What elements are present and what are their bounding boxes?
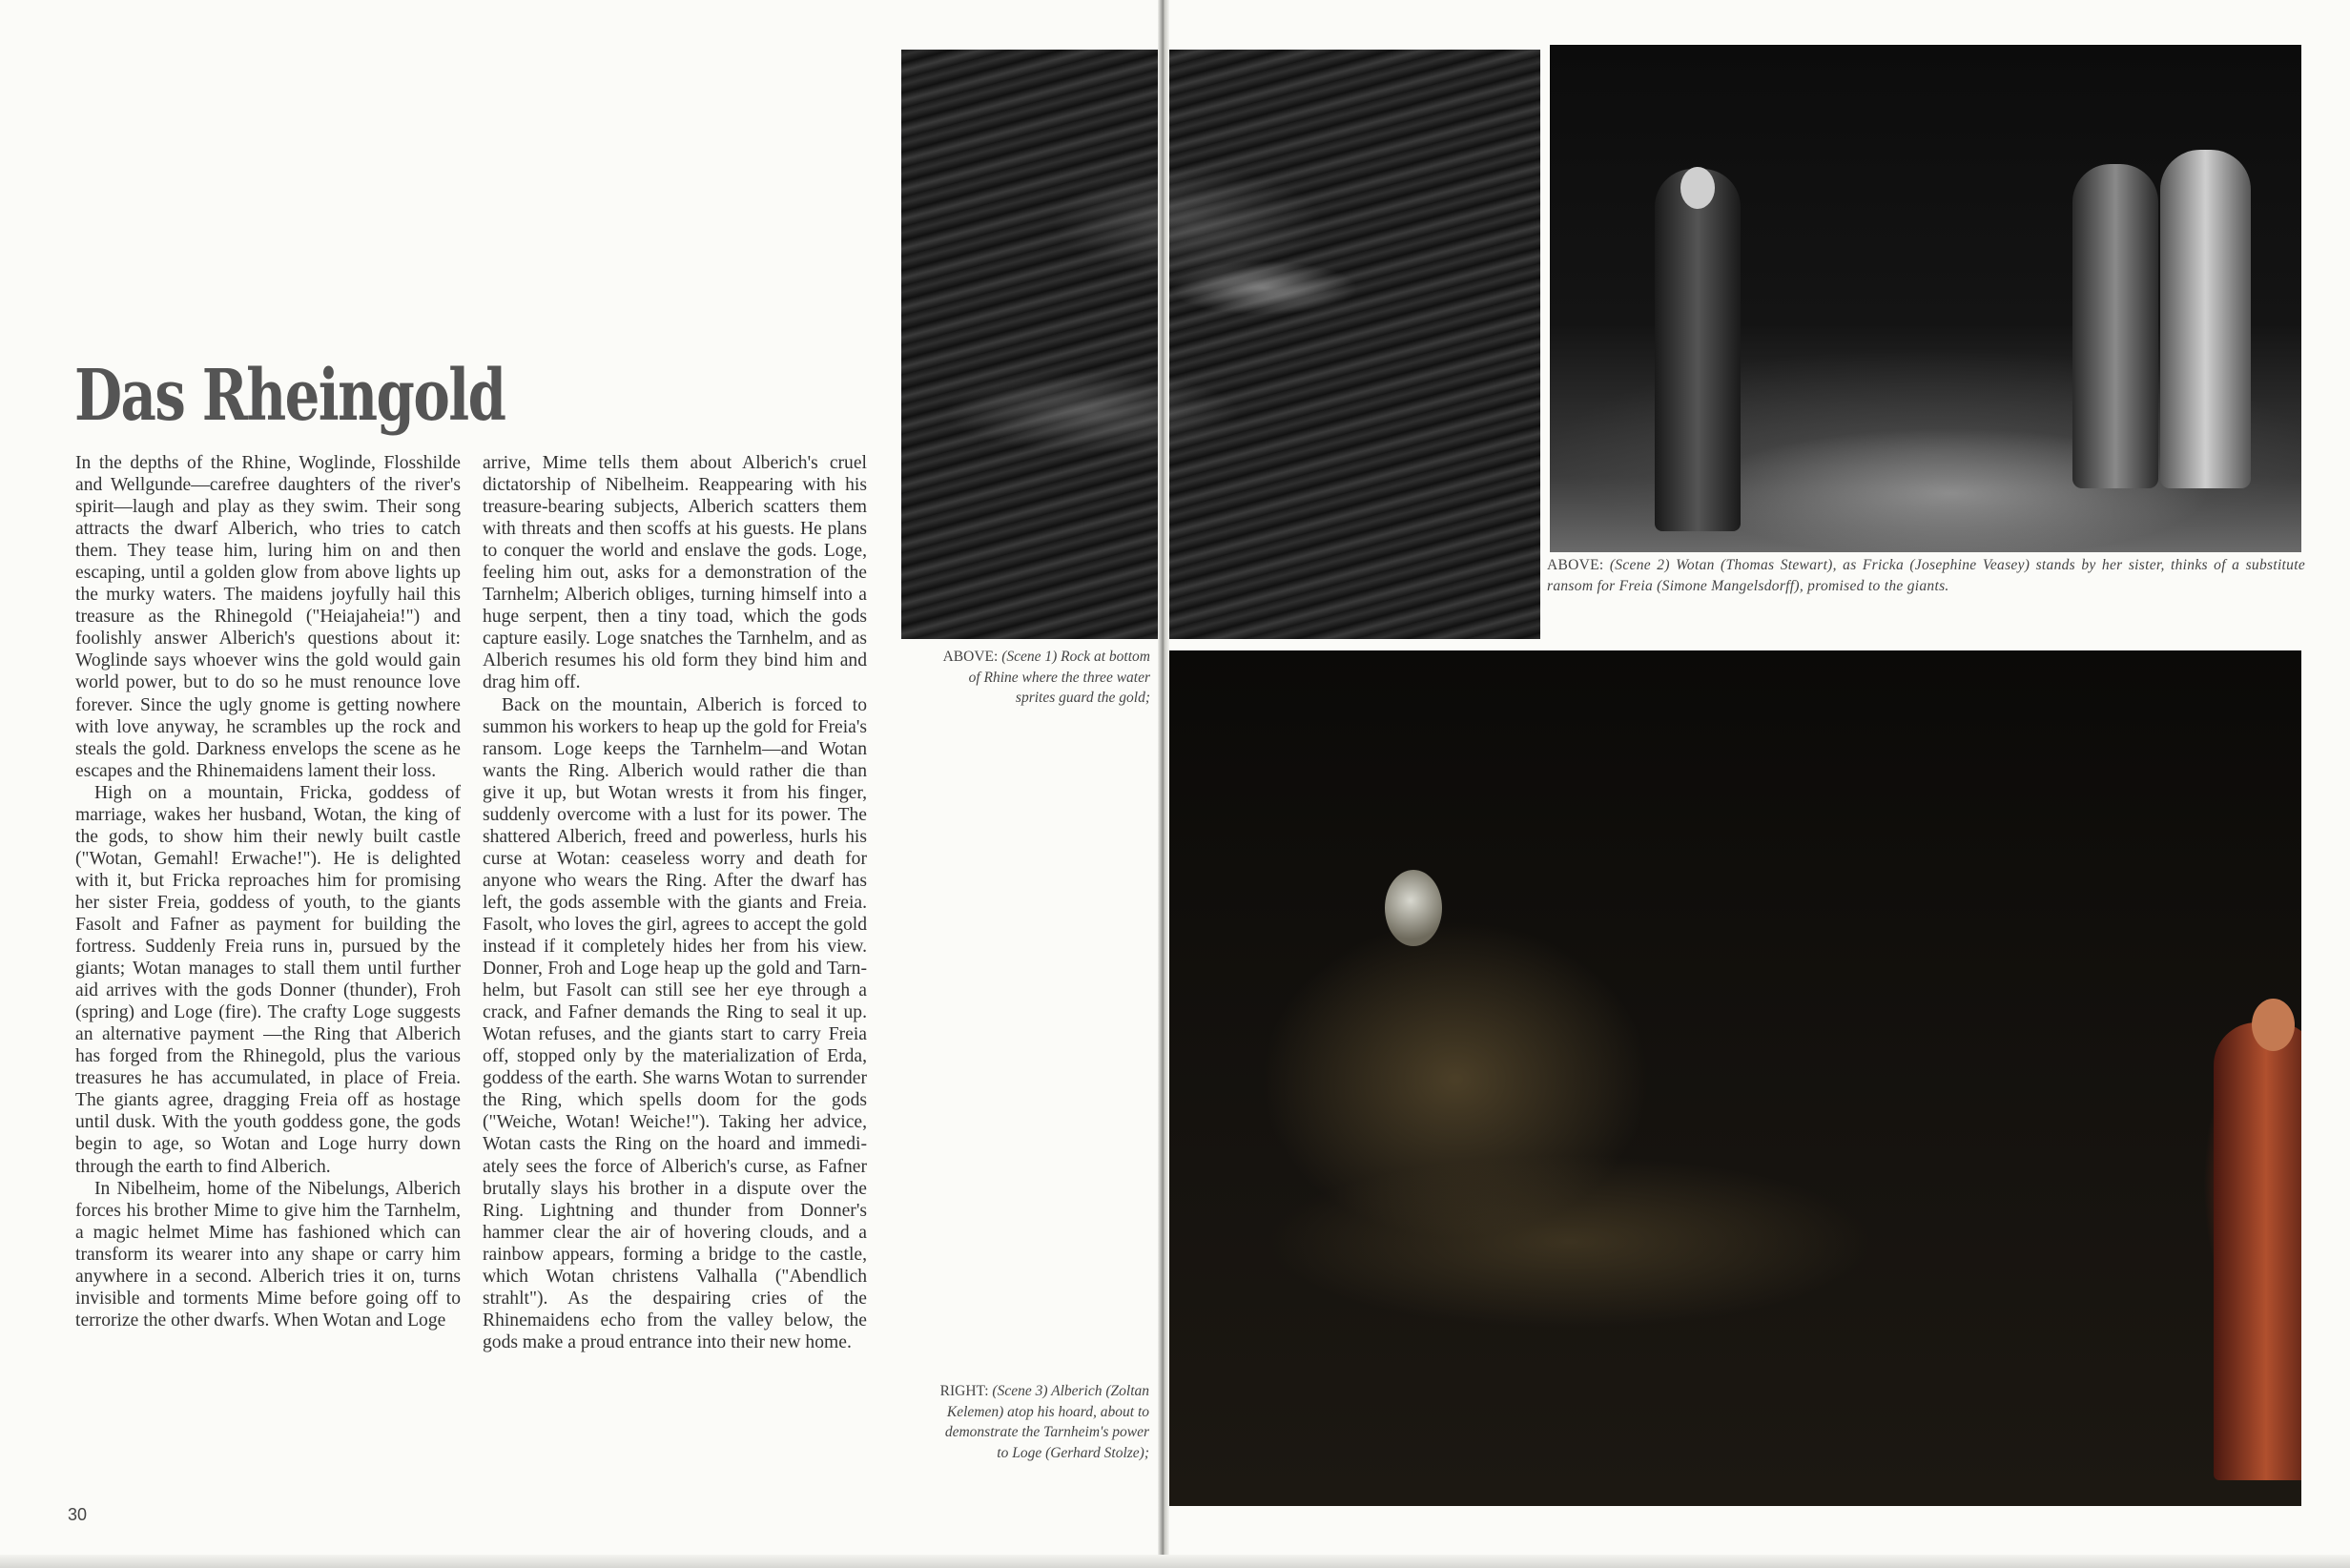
figure-wotan bbox=[1655, 169, 1741, 531]
figure-fricka bbox=[2072, 164, 2158, 488]
paragraph: arrive, Mime tells them about Alberich's cruel dictatorship of Nibelheim. Reappearing with his treasure-bearing subjects, Alberich scatters them with threats and then scoffs at his guests. He plans to conquer the world and enslave the gods. Loge, feeling him out, asks for a demonstration of the Tarnhelm; Alberich obliges, turning himself into a huge serpent, then a tiny toad, which the gods capture easily. Loge snatches the Tarnhelm, and as Alberich resumes his old form they bind him and drag him off. bbox=[483, 453, 867, 693]
paragraph: In the depths of the Rhine, Woglinde, Flosshilde and Wellgunde—carefree daughters of the river's spirit—laugh and play as they swim. Their song attracts the dwarf Alberich, who tries to catch them. They tease him, luring him on and then escaping, until a golden glow from above lights up the murky waters. The maidens joyfully hail this treasure as the Rhinegold ("Heiajaheia!") and foolishly answer Alberich's questions about it: Woglinde says whoever wins the gold would gain world power, but to do so he must renounce love forever. Since the ugly gnome is getting nowhere with love anyway, he scrambles up the rock and steals the gold. Darkness envelops the scene as he escapes and the Rhinemaidens lament their loss. bbox=[75, 453, 461, 781]
binding-gutter bbox=[1158, 0, 1169, 1568]
caption-text: (Scene 2) Wotan (Thomas Stewart), as Fricka (Josephine Veasey) stands by her sister, thinks of a substitute ransom for Freia (Simone Mangelsdorff), promised to the giants. bbox=[1547, 557, 2305, 594]
text-column-2 bbox=[483, 452, 867, 1353]
figure-loge-head bbox=[2252, 999, 2295, 1051]
page-number: 30 bbox=[68, 1505, 88, 1524]
caption-text: (Scene 1) Rock at bottom of Rhine where the three water sprites guard the gold; bbox=[968, 649, 1150, 706]
text-column-1 bbox=[75, 452, 461, 1331]
figure-freia bbox=[2160, 150, 2251, 488]
caption-scene-2 bbox=[1547, 555, 2305, 596]
figure-loge bbox=[2214, 1022, 2301, 1480]
page-bottom-edge bbox=[0, 1555, 2350, 1568]
photo-scene-2-wotan-fricka-freia bbox=[1550, 45, 2301, 552]
caption-scene-1 bbox=[935, 647, 1150, 709]
caption-scene-3 bbox=[935, 1381, 1149, 1463]
figure-wotan-head bbox=[1680, 167, 1715, 209]
photo-scene-1-rhine-rock bbox=[901, 50, 1540, 639]
photo-scene-3-alberich-loge bbox=[1169, 650, 2301, 1506]
caption-text: (Scene 3) Alberich (Zoltan Kelemen) atop his hoard, about to demonstrate the Tarnheim's power to Loge (Gerhard Stolze); bbox=[944, 1383, 1149, 1461]
paragraph: High on a mountain, Fricka, goddess of marriage, wakes her husband, Wotan, the king of the gods, to show him their newly built castle ("Wotan, Gemahl! Erwache!"). He is delighted with it, but Fricka reproaches him for promising her sister Freia, goddess of youth, to the giants Fasolt and Fafner as payment for building the fortress. Suddenly Freia runs in, pursued by the giants; Wotan manages to stall them until further aid arrives with the gods Donner (thunder), Froh (spring) and Loge (fire). The crafty Loge suggests an alternative payment —the Ring that Alberich has forged from the Rhinegold, plus the various treasures he has accumulated, in place of Freia. The giants agree, dragging Freia off as hostage until dusk. With the youth goddess gone, the gods begin to age, so Wotan and Loge hurry down through the earth to find Alberich. bbox=[75, 782, 461, 1177]
article-title: Das Rheingold bbox=[74, 355, 505, 437]
caption-lead: ABOVE: bbox=[942, 649, 1002, 665]
figure-alberich bbox=[1385, 870, 1442, 946]
paragraph: In Nibelheim, home of the Nibelungs, Alberich forces his brother Mime to give him the Tarnhelm, a magic helmet Mime has fashioned which can transform its wearer into any shape or carry him anywhere in a second. Alberich tries it on, turns invisible and torments Mime before going off to terrorize the other dwarfs. When Wotan and Loge bbox=[75, 1178, 461, 1331]
caption-lead: ABOVE: bbox=[1547, 557, 1610, 573]
caption-lead: RIGHT: bbox=[939, 1383, 993, 1399]
paragraph: Back on the mountain, Alberich is forced to summon his workers to heap up the gold for Freia's ransom. Loge keeps the Tarnhelm—and Wotan wants the Ring. Alberich would rather die than give it up, but Wotan wrests it from his finger, suddenly overcome with a lust for its power. The shattered Alberich, freed and powerless, hurls his curse at Wotan: ceaseless worry and death for anyone who wears the Ring. After the dwarf has left, the gods assemble with the giants and Freia. Fasolt, who loves the girl, agrees to accept the gold instead if it completely hides her from his view. Donner, Froh and Loge heap up the gold and Tarnhelm, but Fasolt can still see her eye through a crack, and Fafner demands the Ring to seal it up. Wotan refuses, and the giants start to carry Freia off, stopped only by the materialization of Erda, goddess of the earth. She warns Wotan to surrender the Ring, which spells doom for the gods ("Weiche, Wotan! Weiche!"). Taking her advice, Wotan casts the Ring on the hoard and immediately sees the force of Alberich's curse, as Fafner brutally slays his brother in a dispute over the Ring. Lightning and thunder from Donner's hammer clear the air of hovering clouds, and a rainbow appears, forming a bridge to the castle, which Wotan christens Valhalla ("Abendlich strahlt"). As the despairing cries of the Rhinemaidens echo from the valley below, the gods make a proud entrance into their new home. bbox=[483, 694, 867, 1352]
